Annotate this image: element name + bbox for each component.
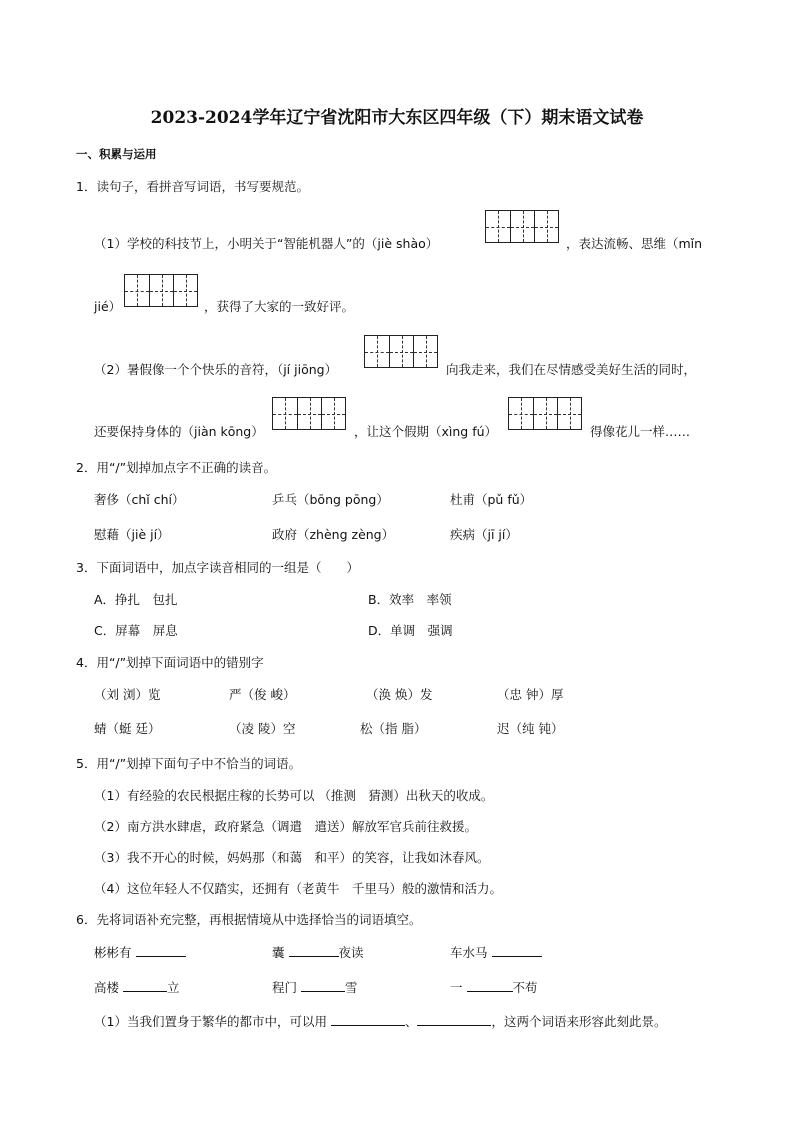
q2-item: 乒乓（bōng pōng）: [272, 492, 389, 507]
q1-line2-tail: ，获得了大家的一致好评。: [204, 299, 355, 314]
idiom-fill: 囊 夜读: [272, 945, 364, 960]
fill-blank[interactable]: [467, 990, 513, 992]
q2-item: 慰藉（jiè jí）: [94, 527, 170, 542]
q3-option-c: C．屏幕 屏息: [94, 623, 178, 638]
idiom-fill: 程门 雪: [272, 980, 358, 995]
q6-stem: 6．先将词语补充完整，再根据情境从中选择恰当的词语填空。: [76, 912, 422, 927]
q4-item: 松（指 脂）: [360, 721, 427, 736]
q2-item: 政府（zhèng zèng）: [272, 527, 395, 542]
q1-line4-text: 还要保持身体的（jiàn kōng）: [94, 424, 264, 439]
q1-line2-text: jié）: [94, 299, 122, 314]
idiom-fill: 车水马: [450, 943, 542, 961]
q3-stem: 3．下面词语中，加点字读音相同的一组是（ ）: [76, 560, 359, 575]
q5-item: （3）我不开心的时候，妈妈那（和蔼 和平）的笑容，让我如沐春风。: [94, 850, 490, 865]
q1-line3-text: （2）暑假像一个个快乐的音符，（jí jiōng）: [94, 362, 338, 377]
q5-item: （4）这位年轻人不仅踏实，还拥有（老黄牛 千里马）般的激情和活力。: [94, 881, 502, 896]
tian-grid-box[interactable]: [485, 210, 559, 243]
idiom-fill: 一 不苟: [450, 980, 538, 995]
q1-line1-text: （1）学校的科技节上，小明关于“智能机器人”的（jiè shào）: [94, 236, 439, 251]
q2-item: 奢侈（chǐ chí）: [94, 492, 185, 507]
fill-blank[interactable]: [123, 990, 167, 992]
fill-blank[interactable]: [136, 955, 186, 957]
section-heading: 一、积累与运用: [76, 147, 157, 161]
fill-blank[interactable]: [289, 955, 339, 957]
tian-grid-box[interactable]: [272, 397, 346, 430]
q4-item: （刘 浏）览: [94, 687, 161, 702]
q6-sentence: （1）当我们置身于繁华的都市中，可以用 、 ，这两个词语来形容此刻此景。: [94, 1014, 667, 1029]
q4-item: 严（俊 峻）: [229, 687, 296, 702]
q1-line3-tail: 向我走来，我们在尽情感受美好生活的同时，: [446, 362, 697, 377]
idiom-fill: 彬彬有: [94, 943, 186, 961]
idiom-fill: 高楼 立: [94, 980, 180, 995]
q2-item: 杜甫（pǔ fǔ）: [450, 492, 533, 507]
q2-item: 疾病（jī jí）: [450, 527, 518, 542]
q2-stem: 2．用“/”划掉加点字不正确的读音。: [76, 460, 277, 475]
q4-item: 蜻（蜓 廷）: [94, 721, 161, 736]
q3-option-a: A．挣扎 包扎: [94, 592, 178, 607]
q4-item: 迟（纯 钝）: [497, 721, 564, 736]
q4-item: （涣 焕）发: [366, 687, 433, 702]
fill-blank[interactable]: [301, 990, 345, 992]
tian-grid-box[interactable]: [508, 397, 582, 430]
q1-line1-tail: ，表达流畅、思维（mǐn: [566, 236, 703, 251]
q4-item: （忠 钟）厚: [497, 687, 564, 702]
page-title: 2023-2024学年辽宁省沈阳市大东区四年级（下）期末语文试卷: [150, 108, 644, 128]
q5-item: （2）南方洪水肆虐，政府紧急（调遣 遣送）解放军官兵前往救援。: [94, 819, 477, 834]
q3-option-b: B．效率 率领: [368, 592, 452, 607]
q4-stem: 4．用“/”划掉下面词语中的错别字: [76, 655, 264, 670]
q1-line4-mid: ，让这个假期（xìng fú）: [354, 424, 498, 439]
q5-stem: 5．用“/”划掉下面句子中不恰当的词语。: [76, 756, 302, 771]
q4-item: （凌 陵）空: [229, 721, 296, 736]
fill-blank[interactable]: [492, 955, 542, 957]
fill-blank[interactable]: [417, 1024, 491, 1026]
q3-option-d: D．单调 强调: [368, 623, 453, 638]
tian-grid-box[interactable]: [124, 274, 198, 307]
q5-item: （1）有经验的农民根据庄稼的长势可以 （推测 猜测）出秋天的收成。: [94, 788, 494, 803]
q1-stem: 1．读句子，看拼音写词语，书写要规范。: [76, 179, 309, 194]
fill-blank[interactable]: [331, 1024, 405, 1026]
q1-line4-tail: 得像花儿一样……: [590, 424, 691, 439]
tian-grid-box[interactable]: [364, 335, 438, 368]
